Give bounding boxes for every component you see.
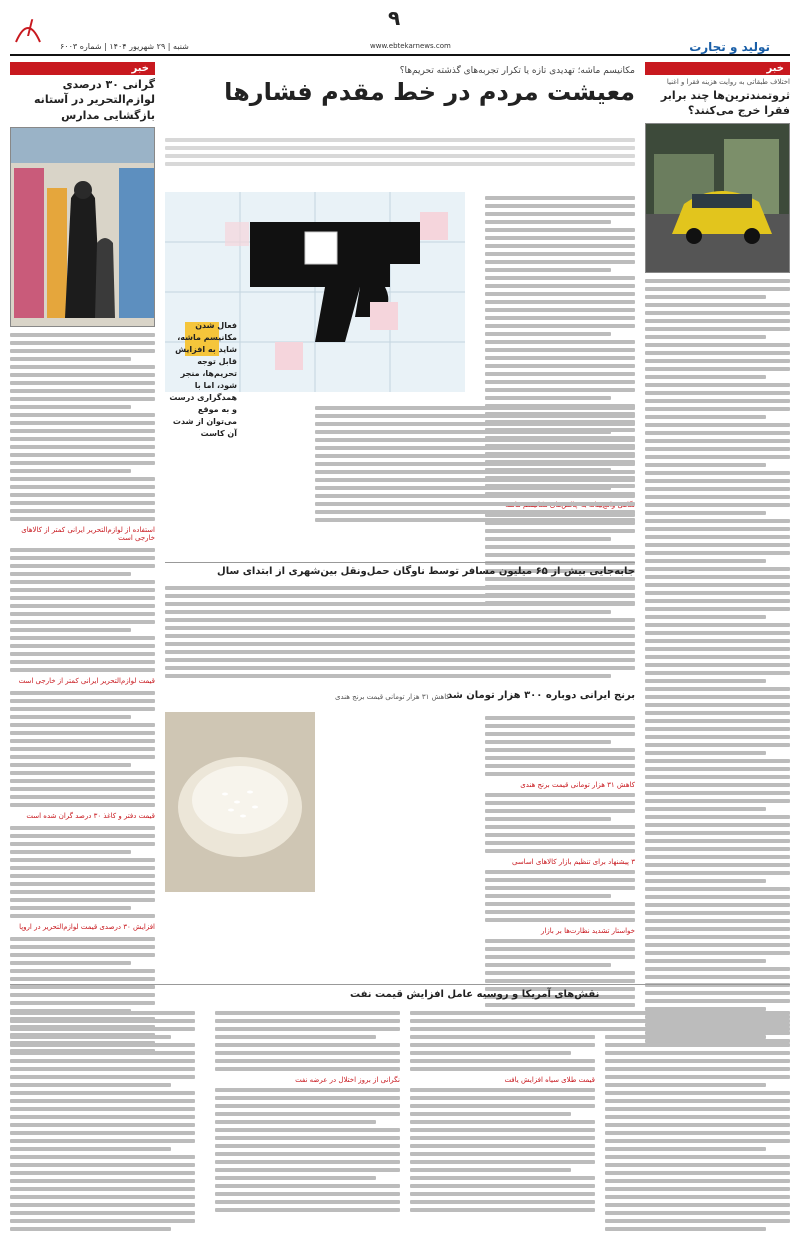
subheading: استفاده از لوازم‌التحریر ایرانی کمتر از کالاهای خارجی است	[21, 526, 155, 543]
news-kicker: اختلاف طبقاتی به روایت هزینه فقرا و اغنیا	[666, 78, 790, 86]
article-lead	[165, 134, 635, 170]
khabar-label: خبر	[645, 62, 790, 75]
transport-news-title: جابه‌جایی بیش از ۶۵ میلیون مسافر توسط ناوگان حمل‌ونقل بین‌شهری از ابتدای سال	[165, 562, 635, 577]
subheading: افزایش ۳۰ درصدی قیمت لوازم‌التحریر در اروپا	[19, 923, 155, 932]
section-title: تولید و تجارت	[689, 40, 770, 54]
subheading: کاهش ۳۱ هزار تومانی قیمت برنج هندی	[520, 781, 635, 789]
article-column-1	[485, 192, 635, 609]
issue-date: شنبه | ۲۹ شهریور ۱۴۰۴ | شماره ۶۰۰۳	[60, 42, 189, 51]
oil-column-4	[10, 1007, 195, 1235]
rice-photo	[165, 712, 315, 892]
subheading: خواستار تشدید نظارت‌ها بر بازار	[541, 927, 635, 935]
left-news-column	[10, 62, 155, 978]
car-photo	[645, 123, 790, 273]
news-headline: گرانی ۳۰ درصدی لوازم‌التحریر در آستانه بازگشایی مدارس	[34, 78, 155, 122]
news-headline: ثروتمندترین‌ها چند برابر فقرا خرج می‌کنند؟	[660, 89, 790, 118]
subheading: قیمت لوازم‌التحریر ایرانی کمتر از خارجی است	[18, 677, 155, 686]
oil-news-title: نقش‌های آمریکا و روسیه عامل افزایش قیمت نفت	[350, 989, 600, 1000]
khabar-label: خبر	[10, 62, 155, 75]
subheading: قیمت دفتر و کاغذ ۳۰ درصد گران شده است	[26, 812, 155, 821]
pull-quote: فعال شدن مکانیسم ماشه، شاید به افزایش قابل توجه تحریم‌ها، منجر شود، اما با همدگراری درست و به موقع می‌توان از شدت آن کاست	[169, 321, 237, 438]
masthead	[0, 0, 800, 58]
oil-column-2	[410, 1007, 595, 1216]
subheading: قیمت طلای سیاه افزایش یافت	[504, 1076, 595, 1084]
news-body	[645, 279, 790, 1043]
right-news-column	[645, 62, 790, 978]
subheading: نگرانی از بروز اختلال در عرضه نفت	[295, 1076, 400, 1084]
svg-text:ا: ا	[24, 17, 32, 42]
rice-news-title: برنج ایرانی دوباره ۳۰۰ هزار تومان شد	[447, 690, 635, 701]
rice-news-kicker: کاهش ۳۱ هزار تومانی قیمت برنج هندی	[335, 693, 450, 701]
article-kicker: مکانیسم ماشه؛ تهدیدی تازه یا تکرار تجربه‌های گذشته تحریم‌ها؟	[399, 66, 635, 76]
masthead-rule	[10, 54, 790, 56]
main-article	[165, 62, 635, 978]
oil-column-3	[215, 1007, 400, 1216]
page-number: ۹	[388, 6, 401, 30]
article-title: معیشت مردم در خط مقدم فشارها	[224, 78, 635, 106]
transport-news-body	[165, 582, 635, 682]
subheading: ۳ پیشنهاد برای تنظیم بازار کالاهای اساسی	[511, 858, 635, 866]
bottom-article	[10, 984, 790, 1234]
news-body	[10, 333, 155, 521]
newspaper-logo	[8, 6, 48, 52]
website-url[interactable]: www.ebtekarnews.com	[370, 42, 451, 50]
stationery-shop-photo	[10, 127, 155, 327]
article-continuation	[315, 402, 635, 526]
oil-column-1	[605, 1007, 790, 1235]
